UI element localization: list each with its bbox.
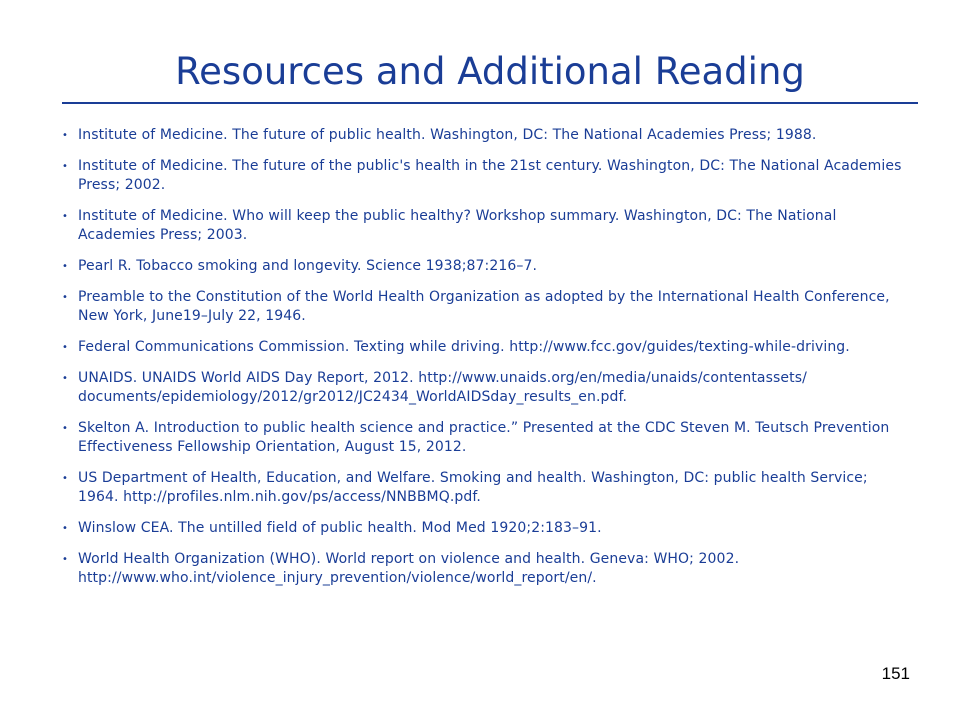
bullet-icon: • [62, 211, 68, 222]
reference-item [62, 207, 902, 245]
bullet-icon: • [62, 292, 68, 303]
reference-item [62, 369, 902, 407]
reference-item [62, 419, 902, 457]
bullet-icon: • [62, 342, 68, 353]
reference-item [62, 469, 902, 507]
reference-text: Institute of Medicine. Who will keep the public healthy? Workshop summary. Washington, DC: The National Academies Press; 2003. [78, 208, 837, 243]
reference-list [62, 126, 902, 600]
page-number: 151 [881, 664, 910, 683]
bullet-icon: • [62, 423, 68, 434]
reference-text: World Health Organization (WHO). World report on violence and health. Geneva: WHO; 2002. http://www.who.int/violence_injury_prevention/violence/world_report/en/. [78, 551, 740, 586]
reference-text: Institute of Medicine. The future of the public's health in the 21st century. Washington, DC: The National Academies Press; 2002. [78, 158, 902, 193]
reference-text: Skelton A. Introduction to public health science and practice.” Presented at the CDC Steven M. Teutsch Prevention Effectiveness Fellowship Orientation, August 15, 2012. [78, 420, 890, 455]
reference-text: Preamble to the Constitution of the World Health Organization as adopted by the International Health Conference, New York, June19–July 22, 1946. [78, 289, 890, 324]
reference-text: Pearl R. Tobacco smoking and longevity. Science 1938;87:216–7. [78, 258, 538, 274]
reference-text: Winslow CEA. The untilled field of public health. Mod Med 1920;2:183–91. [78, 520, 602, 536]
reference-text: Institute of Medicine. The future of public health. Washington, DC: The National Academies Press; 1988. [78, 127, 817, 143]
bullet-icon: • [62, 130, 68, 141]
reference-item [62, 338, 902, 357]
bullet-icon: • [62, 473, 68, 484]
reference-text: UNAIDS. UNAIDS World AIDS Day Report, 2012. http://www.unaids.org/en/media/unaids/contentassets/ documents/epidemiology/2012/gr2012/JC2434_WorldAIDSday_results_en.pdf. [78, 370, 807, 405]
bullet-icon: • [62, 523, 68, 534]
bullet-icon: • [62, 373, 68, 384]
title-underline [62, 102, 918, 104]
reference-text: Federal Communications Commission. Texting while driving. http://www.fcc.gov/guides/texting-while-driving. [78, 339, 850, 355]
reference-item [62, 550, 902, 588]
reference-item [62, 126, 902, 145]
slide-title: Resources and Additional Reading [175, 50, 805, 93]
bullet-icon: • [62, 554, 68, 565]
bullet-icon: • [62, 161, 68, 172]
bullet-icon: • [62, 261, 68, 272]
reference-item [62, 288, 902, 326]
reference-item [62, 257, 902, 276]
reference-item [62, 157, 902, 195]
reference-text: US Department of Health, Education, and Welfare. Smoking and health. Washington, DC: public health Service; 1964. http://profiles.nlm.nih.gov/ps/access/NNBBMQ.pdf. [78, 470, 868, 505]
reference-item [62, 519, 902, 538]
